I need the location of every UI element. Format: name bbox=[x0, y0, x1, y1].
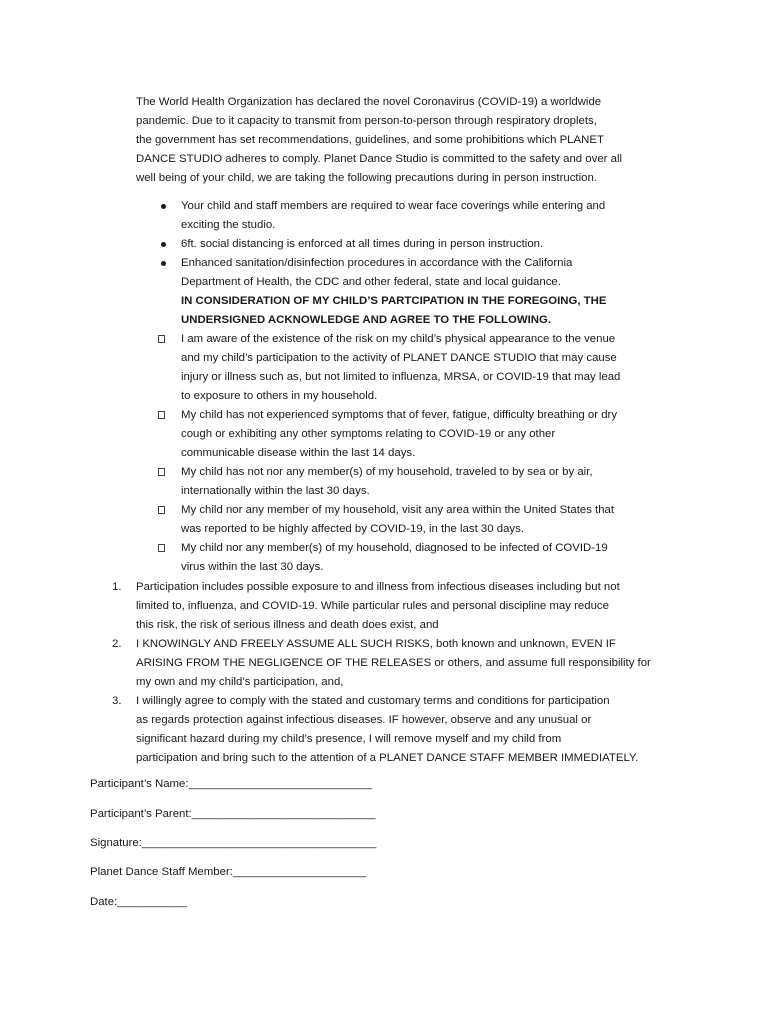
item-number: 3. bbox=[112, 695, 122, 707]
participant-name-field[interactable]: Participant’s Name:_____________________________ bbox=[90, 778, 373, 790]
signature-field[interactable]: Signature:_____________________________________ bbox=[90, 837, 377, 849]
item-number: 2. bbox=[112, 638, 122, 650]
participant-parent-field[interactable]: Participant’s Parent:_____________________________ bbox=[90, 808, 376, 820]
checklist-text: My child has not experienced symptoms that of fever, fatigue, difficulty breathing or dry cough or exhibiting any other symptoms relating to COVID-19 or any other communicable disease within the last 14 days. bbox=[181, 409, 618, 459]
staff-member-field[interactable]: Planet Dance Staff Member:_____________________ bbox=[90, 866, 366, 878]
date-field[interactable]: Date:___________ bbox=[90, 896, 187, 908]
numbered-text: I KNOWINGLY AND FREELY ASSUME ALL SUCH RISKS, both known and unknown, EVEN IF ARISING FROM THE NEGLIGENCE OF THE RELEASES or others, and assume full responsibility for my own and my child’s participation, and, bbox=[136, 638, 651, 688]
checklist-text: I am aware of the existence of the risk on my child’s physical appearance to the venue and my child’s participation to the activity of PLANET DANCE STUDIO that may cause injury or illness such as, but not limited to influenza, MRSA, or COVID-19 that may lead to exposure to others in my household. bbox=[181, 333, 621, 402]
item-number: 1. bbox=[112, 581, 122, 593]
acknowledgement-text: IN CONSIDERATION OF MY CHILD’S PARTCIPATION IN THE FOREGOING, THE UNDERSIGNED ACKNOWLEDGE AND AGREE TO THE FOLLOWING. bbox=[181, 295, 607, 326]
checklist-text: My child nor any member(s) of my household, diagnosed to be infected of COVID-19 virus within the last 30 days. bbox=[181, 542, 608, 573]
numbered-text: Participation includes possible exposure to and illness from infectious diseases including but not limited to, influenza, and COVID-19. While particular rules and personal discipline may reduce this risk, the risk of serious illness and death does exist, and bbox=[136, 581, 620, 631]
checklist-text: My child nor any member of my household, visit any area within the United States that was reported to be highly affected by COVID-19, in the last 30 days. bbox=[181, 504, 615, 535]
checklist-text: My child has not nor any member(s) of my household, traveled to by sea or by air, internationally within the last 30 days. bbox=[181, 466, 593, 497]
intro-paragraph: The World Health Organization has declared the novel Coronavirus (COVID-19) a worldwide pandemic. Due to it capacity to transmit from person-to-person through respiratory droplets, the government has set recommendations, guidelines, and some prohibitions which PLANET DANCE STUDIO adheres to comply. Planet Dance Studio is committed to the safety and over all well being of your child, we are taking the following precautions during in person instruction. bbox=[136, 96, 623, 184]
bullet-text: Your child and staff members are required to wear face coverings while entering and exciting the studio. bbox=[181, 200, 606, 231]
bullet-text: Enhanced sanitation/disinfection procedures in accordance with the California Department of Health, the CDC and other federal, state and local guidance. bbox=[181, 257, 573, 288]
bullet-text: 6ft. social distancing is enforced at all times during in person instruction. bbox=[181, 238, 544, 250]
numbered-text: I willingly agree to comply with the stated and customary terms and conditions for participation as regards protection against infectious diseases. IF however, observe and any unusual or significant hazard during my child’s presence, I will remove myself and my child from participation and bring such to the attention of a PLANET DANCE STAFF MEMBER IMMEDIATELY. bbox=[136, 695, 639, 764]
